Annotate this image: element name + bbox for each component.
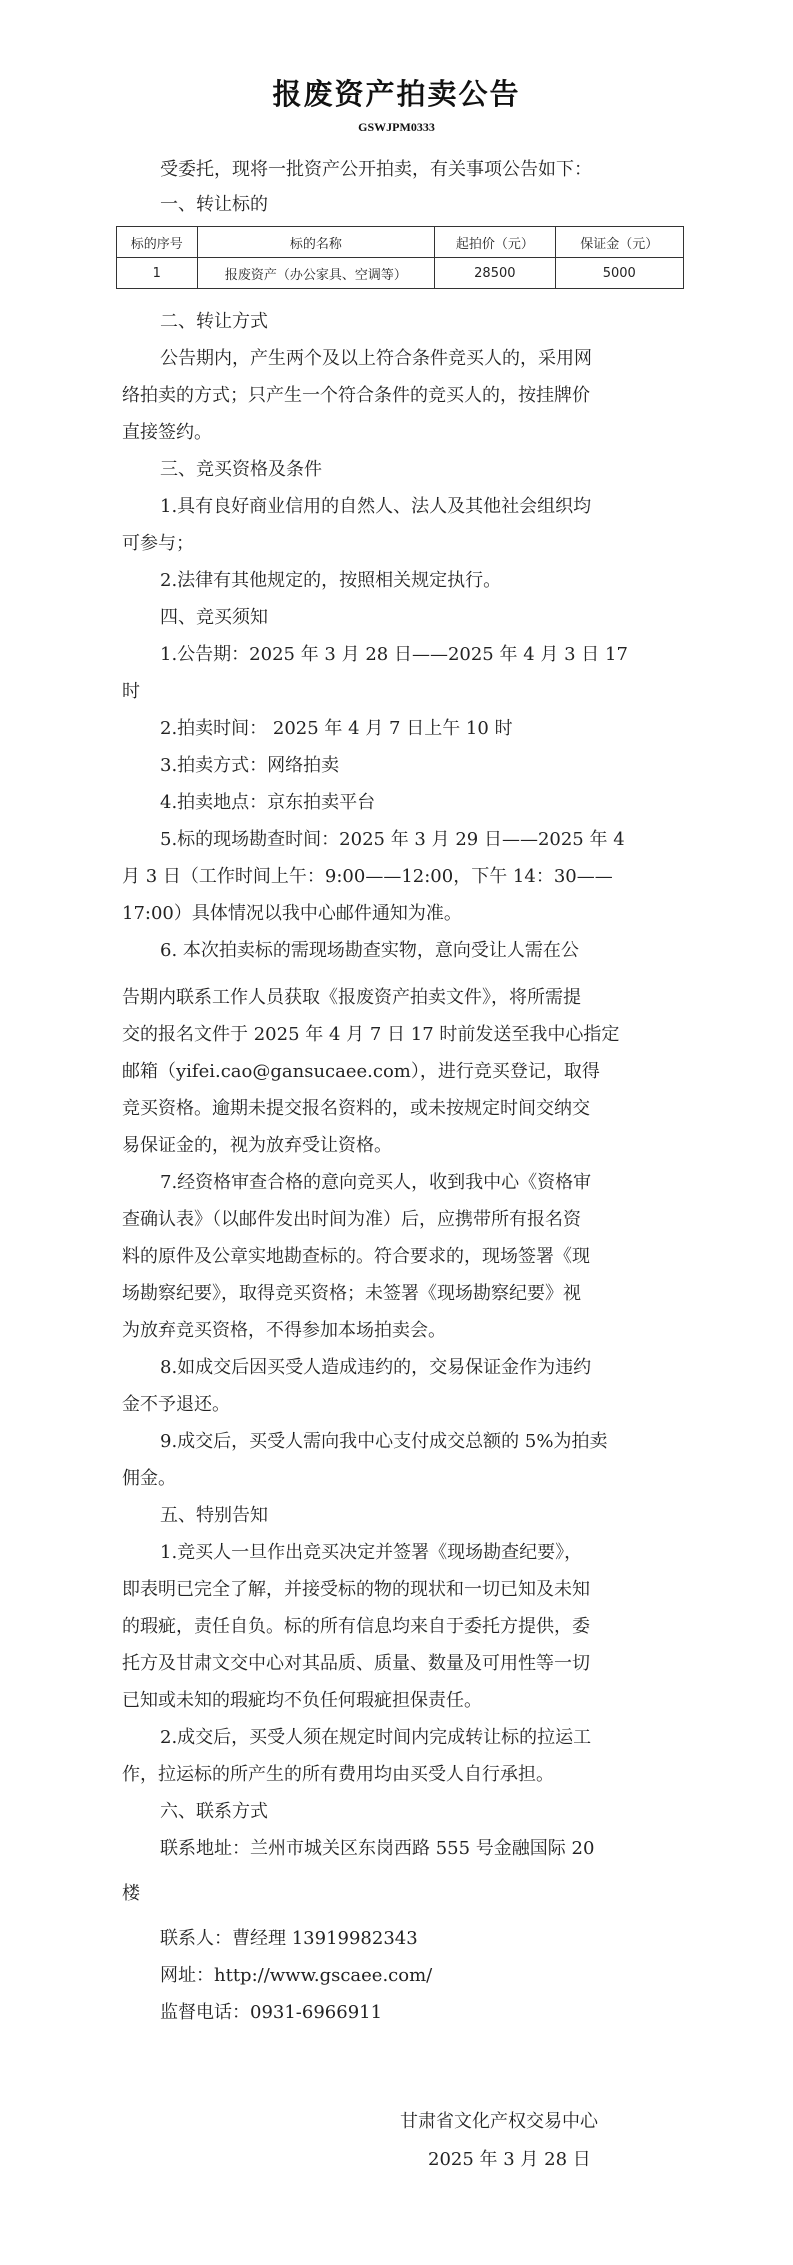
paragraph-line: 2.拍卖时间： 2025 年 4 月 7 日上午 10 时	[160, 718, 513, 739]
paragraph-line: 已知或未知的瑕疵均不负任何瑕疵担保责任。	[122, 1690, 482, 1711]
table-cell: 报废资产（办公家具、空调等）	[197, 258, 435, 289]
supervision-phone: 监督电话：0931-6966911	[160, 2002, 383, 2023]
issuer-name: 甘肃省文化产权交易中心	[400, 2111, 598, 2132]
paragraph-line: 3.拍卖方式：网络拍卖	[160, 755, 340, 776]
paragraph-line: 4.拍卖地点：京东拍卖平台	[160, 792, 376, 813]
paragraph-line: 6. 本次拍卖标的需现场勘查实物，意向受让人需在公	[160, 940, 579, 961]
section-heading-3: 三、竞买资格及条件	[160, 459, 322, 480]
table-header-cell: 起拍价（元）	[435, 227, 555, 258]
paragraph-line: 为放弃竞买资格，不得参加本场拍卖会。	[122, 1320, 446, 1341]
paragraph-line: 的瑕疵，责任自负。标的所有信息均来自于委托方提供，委	[122, 1616, 590, 1637]
intro-paragraph: 受委托，现将一批资产公开拍卖，有关事项公告如下：	[160, 159, 592, 180]
paragraph-line: 公告期内，产生两个及以上符合条件竞买人的，采用网	[160, 348, 592, 369]
paragraph-line: 直接签约。	[122, 422, 212, 443]
page-title: 报废资产拍卖公告	[272, 77, 521, 111]
email-line: 邮箱（yifei.cao@gansucaee.com），进行竞买登记，取得	[122, 1061, 600, 1082]
paragraph-line: 9.成交后，买受人需向我中心支付成交总额的 5%为拍卖	[160, 1431, 608, 1452]
table-header-cell: 标的序号	[117, 227, 198, 258]
paragraph-line: 交的报名文件于 2025 年 4 月 7 日 17 时前发送至我中心指定	[122, 1024, 620, 1045]
section-heading-5: 五、特别告知	[160, 1505, 268, 1526]
paragraph-line: 17:00）具体情况以我中心邮件通知为准。	[122, 903, 462, 924]
contact-address-cont: 楼	[122, 1883, 140, 1904]
section-heading-6: 六、联系方式	[160, 1801, 268, 1822]
paragraph-line: 8.如成交后因买受人造成违约的，交易保证金作为违约	[160, 1357, 592, 1378]
paragraph-line: 1.竞买人一旦作出竞买决定并签署《现场勘查纪要》，	[160, 1542, 583, 1563]
table-cell: 28500	[435, 258, 555, 289]
paragraph-line: 佣金。	[122, 1468, 176, 1489]
paragraph-line: 2.成交后，买受人须在规定时间内完成转让标的拉运工	[160, 1727, 592, 1748]
paragraph-line: 月 3 日（工作时间上午：9:00——12:00，下午 14：30——	[122, 866, 613, 887]
paragraph-line: 时	[122, 681, 140, 702]
paragraph-line: 作，拉运标的所产生的所有费用均由买受人自行承担。	[122, 1764, 554, 1785]
paragraph-line: 料的原件及公章实地勘查标的。符合要求的，现场签署《现	[122, 1246, 590, 1267]
paragraph-line: 即表明已完全了解，并接受标的物的现状和一切已知及未知	[122, 1579, 590, 1600]
paragraph-line: 查确认表》（以邮件发出时间为准）后，应携带所有报名资	[122, 1209, 581, 1230]
paragraph-line: 易保证金的，视为放弃受让资格。	[122, 1135, 392, 1156]
table-header-row	[117, 227, 684, 258]
paragraph-line: 络拍卖的方式；只产生一个符合条件的竞买人的，按挂牌价	[122, 385, 590, 406]
paragraph-line: 托方及甘肃文交中心对其品质、质量、数量及可用性等一切	[122, 1653, 590, 1674]
table-header-cell: 保证金（元）	[555, 227, 683, 258]
paragraph-line: 金不予退还。	[122, 1394, 230, 1415]
paragraph-line: 竞买资格。逾期未提交报名资料的，或未按规定时间交纳交	[122, 1098, 590, 1119]
paragraph-line: 5.标的现场勘查时间：2025 年 3 月 29 日——2025 年 4	[160, 829, 625, 850]
section-heading-4: 四、竞买须知	[160, 607, 268, 628]
table-cell: 1	[117, 258, 198, 289]
table-cell: 5000	[555, 258, 683, 289]
paragraph-line: 7.经资格审查合格的意向竞买人，收到我中心《资格审	[160, 1172, 592, 1193]
paragraph-line: 1.公告期：2025 年 3 月 28 日——2025 年 4 月 3 日 17	[160, 644, 628, 665]
contact-address: 联系地址：兰州市城关区东岗西路 555 号金融国际 20	[160, 1838, 595, 1859]
section-heading-1: 一、转让标的	[160, 194, 268, 215]
paragraph-line: 1.具有良好商业信用的自然人、法人及其他社会组织均	[160, 496, 592, 517]
document-code: GSWJPM0333	[358, 120, 435, 134]
contact-person: 联系人：曹经理 13919982343	[160, 1928, 418, 1949]
table-header-cell: 标的名称	[197, 227, 435, 258]
section-heading-2: 二、转让方式	[160, 311, 268, 332]
issue-date: 2025 年 3 月 28 日	[428, 2149, 591, 2170]
table-row	[117, 258, 684, 289]
auction-items-table	[116, 226, 684, 289]
paragraph-line: 告期内联系工作人员获取《报废资产拍卖文件》，将所需提	[122, 987, 581, 1008]
website-line: 网址：http://www.gscaee.com/	[160, 1965, 433, 1986]
paragraph-line: 可参与；	[122, 533, 194, 554]
paragraph-line: 场勘察纪要》，取得竞买资格；未签署《现场勘察纪要》视	[122, 1283, 581, 1304]
paragraph-line: 2.法律有其他规定的，按照相关规定执行。	[160, 570, 502, 591]
